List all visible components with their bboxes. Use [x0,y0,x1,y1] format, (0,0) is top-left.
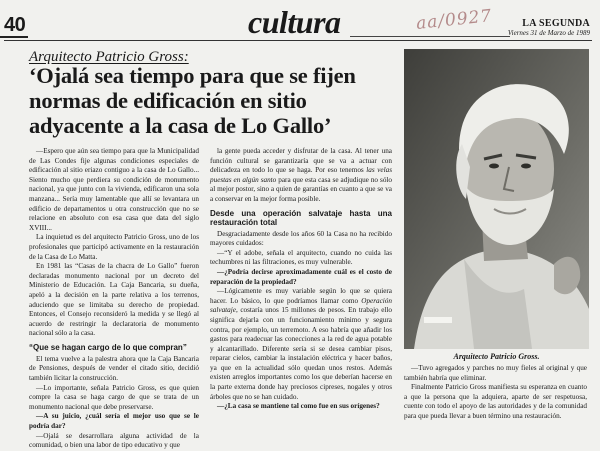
article-headline: ‘Ojalá sea tiempo para que se fijen normas de edificación en sitio adyacente a la casa de Lo Gallo’ [29,63,356,138]
interview-question: —¿La casa se mantiene tal como fue en sus orígenes? [217,402,380,411]
section-rule [350,36,510,37]
subheading: Desde una operación salvataje hasta una restauración total [210,208,392,227]
text-run: —Lógicamente es muy variable según lo que se quiera hacer. Lo básico, lo que podríamos llamar como [210,287,392,305]
paragraph: Desgraciadamente desde los años 60 la Casa no ha recibido mayores cuidados: [210,229,392,248]
text-run: , costaría unos 15 millones de pesos. En trabajo ello significa dejarla con un funcionamiento mínimo y segura contra, por ejemplo, un terremoto. A eso habría que añadir los gastos para readecuar las conecciones a la red de agua potable y alcantarillado. Diferente sería si se desea cambiar pisos, reparar cielos, cambiar la instalación eléctrica y hacer baños, ya que en la actualidad sólo quedan unos restos. Además existen arreglos importantes como los que deberían hacerse en la parte externa donde hay preciosos cipreses, nogales y otros árboles que no se han cuidado. [210,306,392,401]
interview-question: —¿Podría decirse aproximadamente cuál es el costo de reparación de la propiedad? [210,267,392,286]
paragraph [210,287,392,402]
italic-phrase: las velas puestas en algún santo [210,166,392,184]
paragraph: —Lo importante, señala Patricio Gross, es que quien compre la casa se haga cargo de que se trata de un monumento nacional que debe preservarse. [29,383,199,411]
subheading: “Que se hagan cargo de lo que compran” [29,342,187,352]
article-column-2 [210,147,392,412]
paragraph: En 1981 las “Casas de la chacra de Lo Gallo” fueron declaradas monumento nacional por un decreto del Ministerio de Educación. La Caja Bancaria, su dueña, apeló a la decisión en la parte relativa a los terrenos, aduciendo que se limitaba su derecho de propiedad. Entonces, el Consejo reconsideró la medida y se llegó al acuerdo de restringir la declaratoria de monumento nacional sólo a la casa. [29,262,199,338]
text-run: para que esta casa se adjudique no sólo al mejor postor, sino a quien de garantías en cuanto a que se va a conservar en la mejor forma posible. [210,175,392,203]
article-column-3 [404,364,587,422]
paragraph: —“Y el adobe, señala el arquitecto, cuando no cuida las techumbres ni las filtraciones, es muy vulnerable. [210,248,392,267]
paragraph: —Ojalá se desarrollara alguna actividad de la comunidad, o bien una labor de tipo educativo y que [29,431,199,450]
paragraph: Finalmente Patricio Gross manifiesta su esperanza en cuanto a que la persona que la adquiera, aparte de ser respetuosa, cuente con todo el apoyo de las autoridades y de la comunidad para que pueda llevar a buen término una restauración. [404,383,587,420]
page-number-rule [0,36,28,38]
paragraph: La inquietud es del arquitecto Patricio Gross, uno de los profesionales que participó activamente en la restauración de la Casa de Lo Matta. [29,233,199,261]
photo-caption: Arquitecto Patricio Gross. [453,352,540,361]
text-run: la gente pueda acceder y disfrutar de la casa. Al tener una función cultural se garantizaría que se va a actuar con delicadeza en todo lo que se haga. Por eso tenemos [210,147,392,175]
article-column-1 [29,147,199,451]
paragraph: —Espero que aún sea tiempo para que la Municipalidad de Las Condes fije algunas condiciones especiales de edificación al sitio eriazo contiguo a la casa de Lo Gallo... Siento mucho que perdiera su condición de monumento nacional, ya que junto con la vivienda, edificaron una sola manzana... Sería muy lamentable que allí se levantara un edificio de departamentos u otra construcción que no se relacione en absoluto con esa casa que data del siglo XVIII... [29,147,199,232]
paragraph: —Tuvo agregados y parches no muy fieles al original y que también habría que eliminar. [404,364,587,382]
handwritten-note: aa/0927 [415,6,494,34]
issue-date: Viernes 31 de Marzo de 1989 [507,29,590,37]
header-divider [4,40,592,41]
portrait-photo [404,49,589,349]
section-title: cultura [248,4,341,40]
newspaper-name: LA SEGUNDA [522,18,590,29]
article-kicker: Arquitecto Patricio Gross: [29,49,189,65]
italic-phrase: Operación salvataje [210,296,392,315]
page-number: 40 [4,14,26,36]
paragraph [210,147,392,205]
paragraph: El tema vuelve a la palestra ahora que la Caja Bancaria de Pensiones, después de vender el citado sitio, decidió también licitar la construcción. [29,354,199,383]
interview-question: —A su juicio, ¿cuál sería el mejor uso que se le podría dar? [29,412,199,431]
portrait-illustration [404,49,589,349]
